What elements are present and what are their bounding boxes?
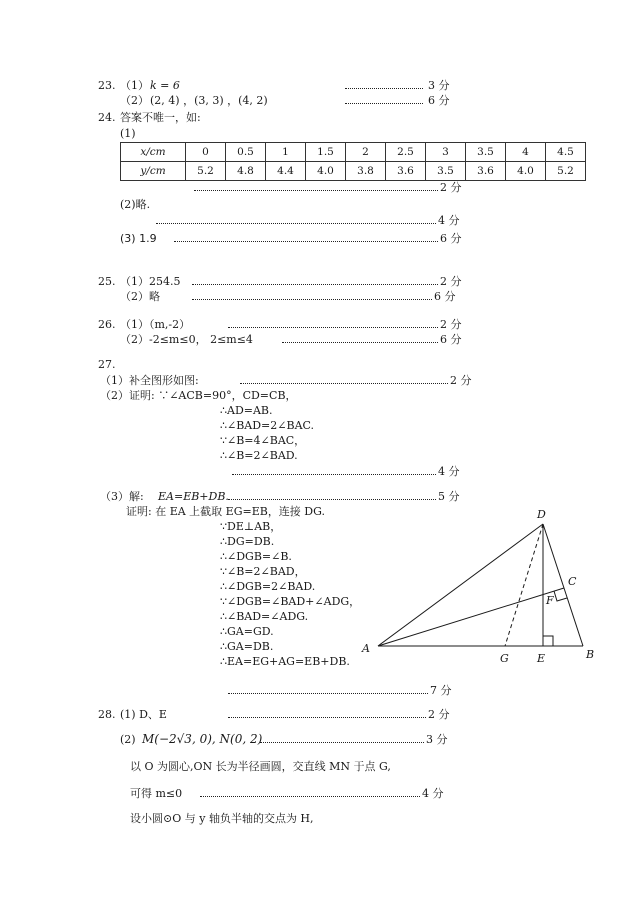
q26-part1-score: 2 分	[440, 318, 462, 331]
table-cell: 4	[506, 143, 546, 162]
table-cell: 1	[266, 143, 306, 162]
q24-part2-answer: (2)略.	[120, 198, 151, 211]
q23-number: 23.	[98, 79, 116, 92]
q27-part1-text: （1）补全图形如图:	[100, 374, 199, 387]
figure-label-e: E	[537, 652, 546, 665]
q27-part2-step: ∴AD=AB.	[220, 404, 273, 417]
q24-part1-label: (1)	[120, 127, 136, 140]
q28-step-leader	[200, 796, 420, 797]
q23-part1-answer: k = 6	[150, 79, 180, 92]
q26-number: 26.	[98, 318, 116, 331]
table-cell: 5.2	[546, 162, 586, 181]
right-angle-mark-e	[543, 636, 553, 646]
q27-part3-step: ∴GA=DB.	[220, 640, 274, 653]
table-cell: 3.8	[346, 162, 386, 181]
figure-label-b: B	[586, 648, 595, 661]
q28-part2-label: (2)	[120, 733, 136, 746]
table-cell: 0.5	[226, 143, 266, 162]
q27-part2-step: ∴∠B=2∠BAD.	[220, 449, 298, 462]
q27-part3-label: （3）解:	[100, 490, 144, 503]
q27-part1-score: 2 分	[450, 374, 472, 387]
q23-part1-label: （1）	[120, 79, 149, 92]
table-cell: 0	[186, 143, 226, 162]
q27-final-score: 7 分	[430, 684, 452, 697]
q23-part2-label: （2）	[120, 94, 149, 107]
table-header-y: y/cm	[121, 162, 186, 181]
q28-part1-answer: (1) D、E	[120, 708, 167, 721]
q28-step-score: 4 分	[422, 787, 444, 800]
q28-step-text: 以 O 为圆心,ON 长为半径画圆，交直线 MN 于点 G,	[130, 760, 391, 773]
table-cell: 3.6	[386, 162, 426, 181]
q27-part3-step: ∵∠B=2∠BAD，	[220, 565, 306, 578]
q27-part3-step: ∵∠DGB=∠BAD+∠ADG，	[220, 595, 361, 608]
q27-part2-score: 4 分	[438, 465, 460, 478]
q28-number: 28.	[98, 708, 116, 721]
figure-label-f: F	[546, 594, 554, 607]
q27-part3-step: ∴EA=EG+AG=EB+DB.	[220, 655, 350, 668]
table-cell: 3.6	[466, 162, 506, 181]
q26-part1-answer: （1）（m,-2）	[120, 318, 191, 331]
q26-part2-answer: （2）-2≤m≤0， 2≤m≤4	[120, 333, 253, 346]
table-cell: 4.5	[546, 143, 586, 162]
q27-part3-step: ∴∠DGB=∠B.	[220, 550, 292, 563]
segment-ac	[378, 588, 564, 646]
q27-part3-step: ∴∠DGB=2∠BAD.	[220, 580, 316, 593]
q23-part2-answer: (2, 4) ，(3, 3) ，(4, 2)	[150, 94, 268, 107]
segment-ad	[378, 524, 543, 646]
table-cell: 4.0	[506, 162, 546, 181]
table-cell: 4.4	[266, 162, 306, 181]
table-cell: 4.8	[226, 162, 266, 181]
q28-part2-score: 3 分	[426, 733, 448, 746]
q28-part1-score: 2 分	[428, 708, 450, 721]
q25-number: 25.	[98, 275, 116, 288]
q25-part2-answer: （2）略	[120, 290, 160, 303]
q24-intro: 答案不唯一，如:	[120, 111, 201, 124]
figure-label-g: G	[500, 652, 509, 665]
q27-part3-answer: EA=EB+DB.	[158, 490, 229, 503]
q27-part3-step: ∴GA=GD.	[220, 625, 274, 638]
segment-dg-dashed	[505, 524, 543, 646]
table-cell: 1.5	[306, 143, 346, 162]
q27-part3-step: ∵DE⊥AB，	[220, 520, 282, 533]
q27-part3-step: ∴DG=DB.	[220, 535, 275, 548]
table-cell: 3.5	[426, 162, 466, 181]
q25-part2-score: 6 分	[434, 290, 456, 303]
q23-part1-score: 3 分	[428, 79, 450, 92]
segment-db	[543, 524, 583, 646]
q24-part3-score: 6 分	[440, 232, 462, 245]
q28-part2-leader	[260, 742, 424, 743]
table-cell: 4.0	[306, 162, 346, 181]
q27-part2-step: ∵∠B=4∠BAC，	[220, 434, 306, 447]
q28-part1-leader	[228, 717, 426, 718]
figure-label-c: C	[568, 575, 577, 588]
q27-part3-score: 5 分	[438, 490, 460, 503]
q25-part1-answer: （1）254.5	[120, 275, 181, 288]
table-cell: 2.5	[386, 143, 426, 162]
q24-part2-score: 4 分	[438, 214, 460, 227]
q27-part2-step: ∴∠BAD=2∠BAC.	[220, 419, 315, 432]
q28-step-text: 设小圆⊙O 与 y 轴负半轴的交点为 H,	[130, 812, 314, 825]
q27-number: 27.	[98, 358, 116, 371]
table-cell: 3.5	[466, 143, 506, 162]
q27-part3-proof-intro: 证明: 在 EA 上截取 EG=EB，连接 DG.	[126, 505, 326, 518]
q24-part1-score: 2 分	[440, 181, 462, 194]
table-cell: 3	[426, 143, 466, 162]
q28-part2-answer: M(−2√3, 0), N(0, 2)	[142, 732, 263, 746]
table-cell: 2	[346, 143, 386, 162]
q25-part1-score: 2 分	[440, 275, 462, 288]
q26-part2-score: 6 分	[440, 333, 462, 346]
q27-part2-premise: （2）证明: ∵∠ACB=90°，CD=CB，	[100, 389, 297, 402]
q23-part2-score: 6 分	[428, 94, 450, 107]
table-header-x: x/cm	[121, 143, 186, 162]
q28-step-text: 可得 m≤0	[130, 787, 183, 800]
q27-part3-step: ∴∠BAD=∠ADG.	[220, 610, 309, 623]
q24-number: 24.	[98, 111, 116, 124]
table-cell: 5.2	[186, 162, 226, 181]
figure-label-d: D	[537, 508, 546, 521]
q24-part3-answer: (3) 1.9	[120, 232, 157, 245]
figure-label-a: A	[362, 642, 370, 655]
